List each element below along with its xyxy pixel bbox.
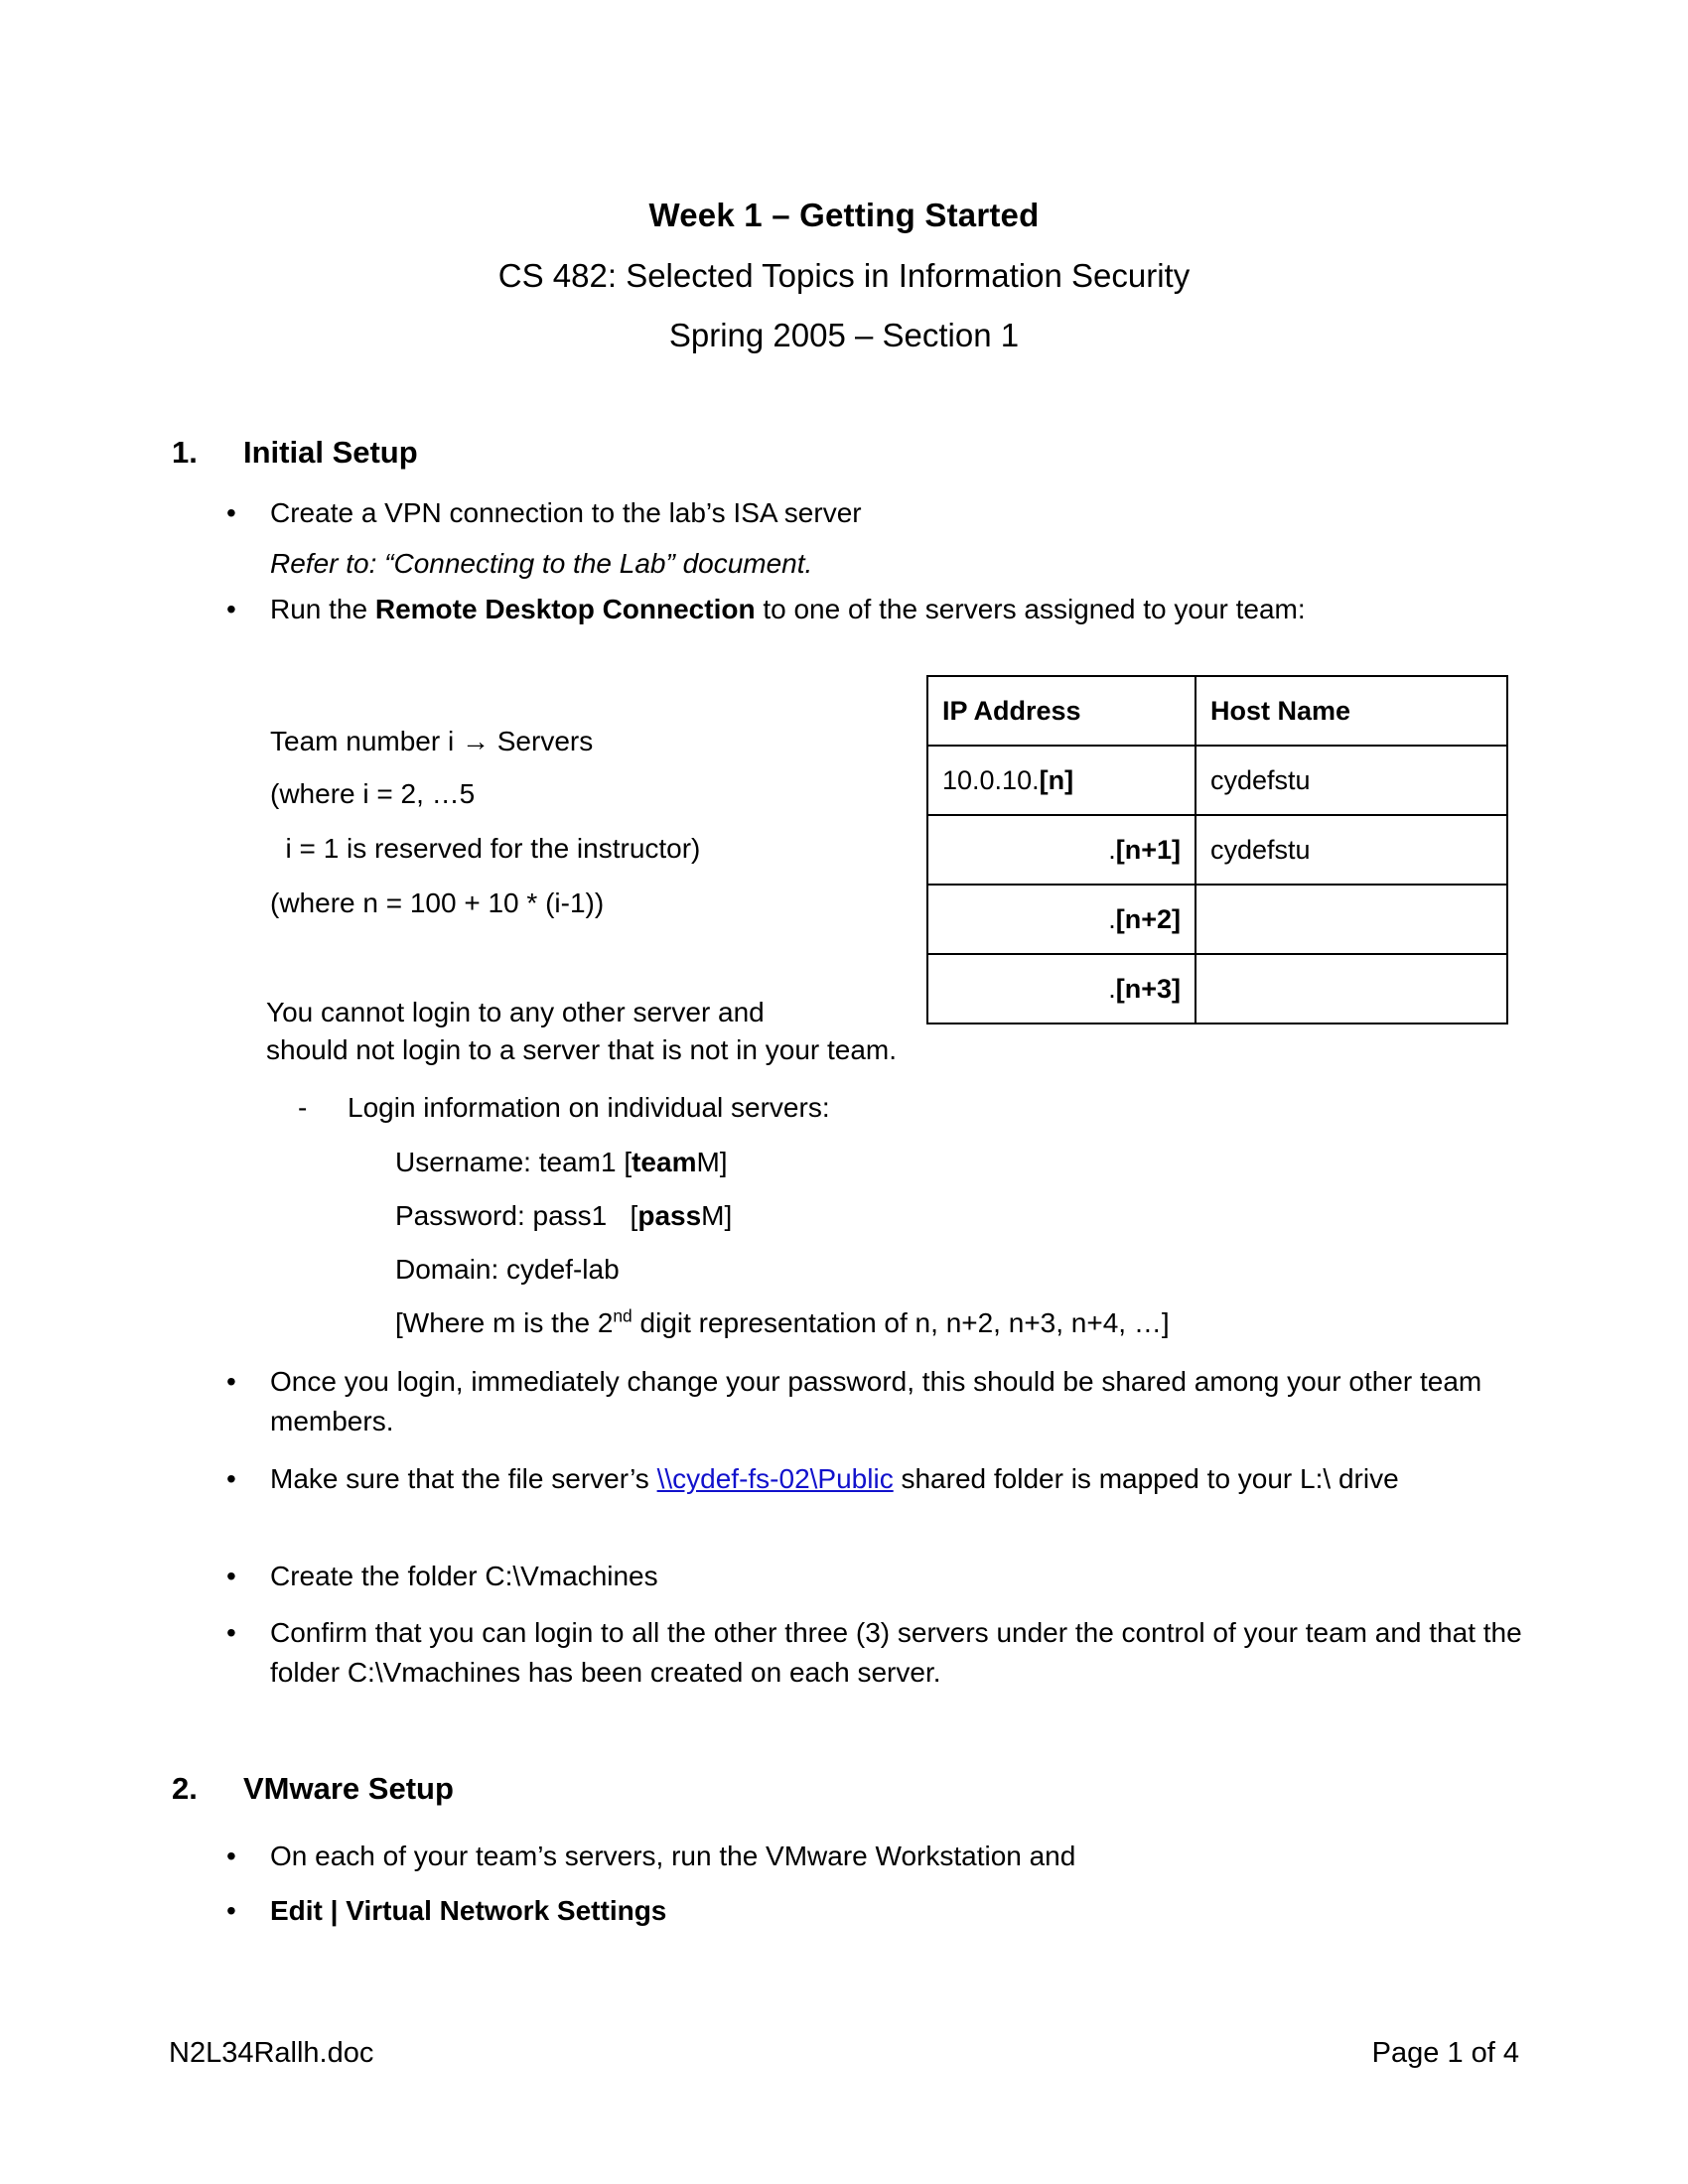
sub-list-item (298, 1088, 1489, 1128)
column-header-host-name: Host Name (1196, 676, 1507, 746)
credential-domain: Domain: cydef-lab (395, 1254, 620, 1285)
sub-bullet-text: Login information on individual servers: (348, 1092, 830, 1123)
cell-ip-address (927, 815, 1196, 885)
rdp-text-post: to one of the servers assigned to your team: (755, 594, 1306, 624)
bullet-text: Create a VPN connection to the lab’s ISA server (270, 497, 862, 528)
bullet-text: Confirm that you can login to all the other three (3) servers under the control of your team and that the folder C:\Vmachines has been created on each server. (270, 1617, 1522, 1688)
credential-username (395, 1143, 1289, 1182)
note-prefix: [Where m is the 2 (395, 1307, 614, 1338)
bullet-dot-icon: • (226, 1463, 236, 1494)
password-suffix: M] (701, 1200, 733, 1231)
list-item (226, 1891, 1517, 1931)
team-formula-line-2: (where i = 2, …5 (270, 778, 476, 809)
login-restriction-line-2: should not login to a server that is not in your team. (266, 1034, 898, 1065)
bullet-dot-icon: • (226, 1617, 236, 1648)
list-item (226, 1362, 1517, 1441)
username-label: Username: team1 [ (395, 1147, 633, 1177)
cell-ip-address (927, 746, 1196, 815)
bullet-dot-icon: • (226, 594, 236, 624)
cell-host-name: cydefstu (1196, 746, 1507, 815)
section-number: 2. (172, 1771, 198, 1806)
cell-host-name (1196, 885, 1507, 954)
section-heading-initial-setup (172, 435, 418, 471)
bullet-text (270, 1459, 1519, 1499)
login-restriction-line-1: You cannot login to any other server and (266, 997, 765, 1027)
bullet-text: Create the folder C:\Vmachines (270, 1561, 658, 1591)
cell-host-name (1196, 954, 1507, 1024)
ip-variable: [n] (1039, 764, 1074, 795)
team-formula-line-1: Team number i → Servers (270, 726, 594, 756)
server-assignment-table (926, 675, 1508, 1024)
column-header-ip-address: IP Address (927, 676, 1196, 746)
bullet-dot-icon: • (226, 1895, 236, 1926)
list-item (226, 1837, 1517, 1876)
password-bold-part: pass (637, 1200, 702, 1231)
password-label: Password: pass1 [ (395, 1200, 638, 1231)
footer-filename: N2L34Rallh.doc (169, 2037, 374, 2069)
cell-host-name: cydefstu (1196, 815, 1507, 885)
bullet-dot-icon: • (226, 497, 236, 528)
ip-variable: [n+3] (1115, 973, 1181, 1004)
term-subtitle: Spring 2005 – Section 1 (668, 317, 1020, 353)
bullet-text: Once you login, immediately change your password, this should be shared among your other team members. (270, 1366, 1482, 1436)
section-heading-vmware-setup (172, 1771, 454, 1807)
bullet-text: Edit | Virtual Network Settings (270, 1895, 667, 1926)
refer-note: Refer to: “Connecting to the Lab” document. (270, 548, 813, 579)
page-title: Week 1 – Getting Started (648, 197, 1040, 233)
ip-prefix: . (1108, 834, 1116, 865)
list-item (226, 1557, 1517, 1596)
table-row (927, 954, 1507, 1024)
course-subtitle: CS 482: Selected Topics in Information Security (497, 257, 1191, 294)
dash-bullet-icon: - (298, 1092, 308, 1123)
ip-prefix: . (1108, 903, 1116, 934)
ip-variable: [n+2] (1115, 903, 1181, 934)
bullet-dot-icon: • (226, 1841, 236, 1871)
username-suffix: M] (696, 1147, 728, 1177)
username-bold-part: team (632, 1147, 697, 1177)
credential-note (395, 1303, 1537, 1343)
share-text-pre: Make sure that the file server’s (270, 1463, 657, 1494)
bullet-text (270, 590, 1527, 629)
cell-ip-address (927, 885, 1196, 954)
section-title: VMware Setup (243, 1771, 454, 1806)
rdp-text-pre: Run the (270, 594, 375, 624)
rdp-app-name: Remote Desktop Connection (374, 594, 756, 624)
footer-page-number: Page 1 of 4 (1371, 2037, 1519, 2069)
list-item (226, 590, 1527, 629)
team-formula-line-4: (where n = 100 + 10 * (i-1)) (270, 887, 605, 918)
bullet-dot-icon: • (226, 1561, 236, 1591)
credential-password (395, 1196, 1289, 1236)
list-item (226, 1613, 1527, 1693)
team-formula-line-3: i = 1 is reserved for the instructor) (270, 833, 701, 864)
cell-ip-address (927, 954, 1196, 1024)
table-row (927, 815, 1507, 885)
ordinal-superscript: nd (613, 1305, 633, 1326)
document-title-block (0, 185, 1688, 365)
table-header-row (927, 676, 1507, 746)
ip-prefix: . (1108, 973, 1116, 1004)
section-number: 1. (172, 435, 198, 470)
section-title: Initial Setup (243, 435, 418, 470)
table-row (927, 885, 1507, 954)
bullet-dot-icon: • (226, 1366, 236, 1397)
ip-prefix: 10.0.10. (942, 764, 1040, 795)
bullet-text: On each of your team’s servers, run the VMware Workstation and (270, 1841, 1076, 1871)
list-item (226, 493, 1517, 533)
table-row (927, 746, 1507, 815)
ip-variable: [n+1] (1115, 834, 1181, 865)
note-suffix: digit representation of n, n+2, n+3, n+4, …] (632, 1307, 1170, 1338)
list-item (226, 1459, 1519, 1499)
page-footer (169, 2033, 1519, 2073)
share-text-post: shared folder is mapped to your L:\ drive (893, 1463, 1399, 1494)
unc-share-link[interactable]: \\cydef-fs-02\Public (656, 1463, 894, 1494)
